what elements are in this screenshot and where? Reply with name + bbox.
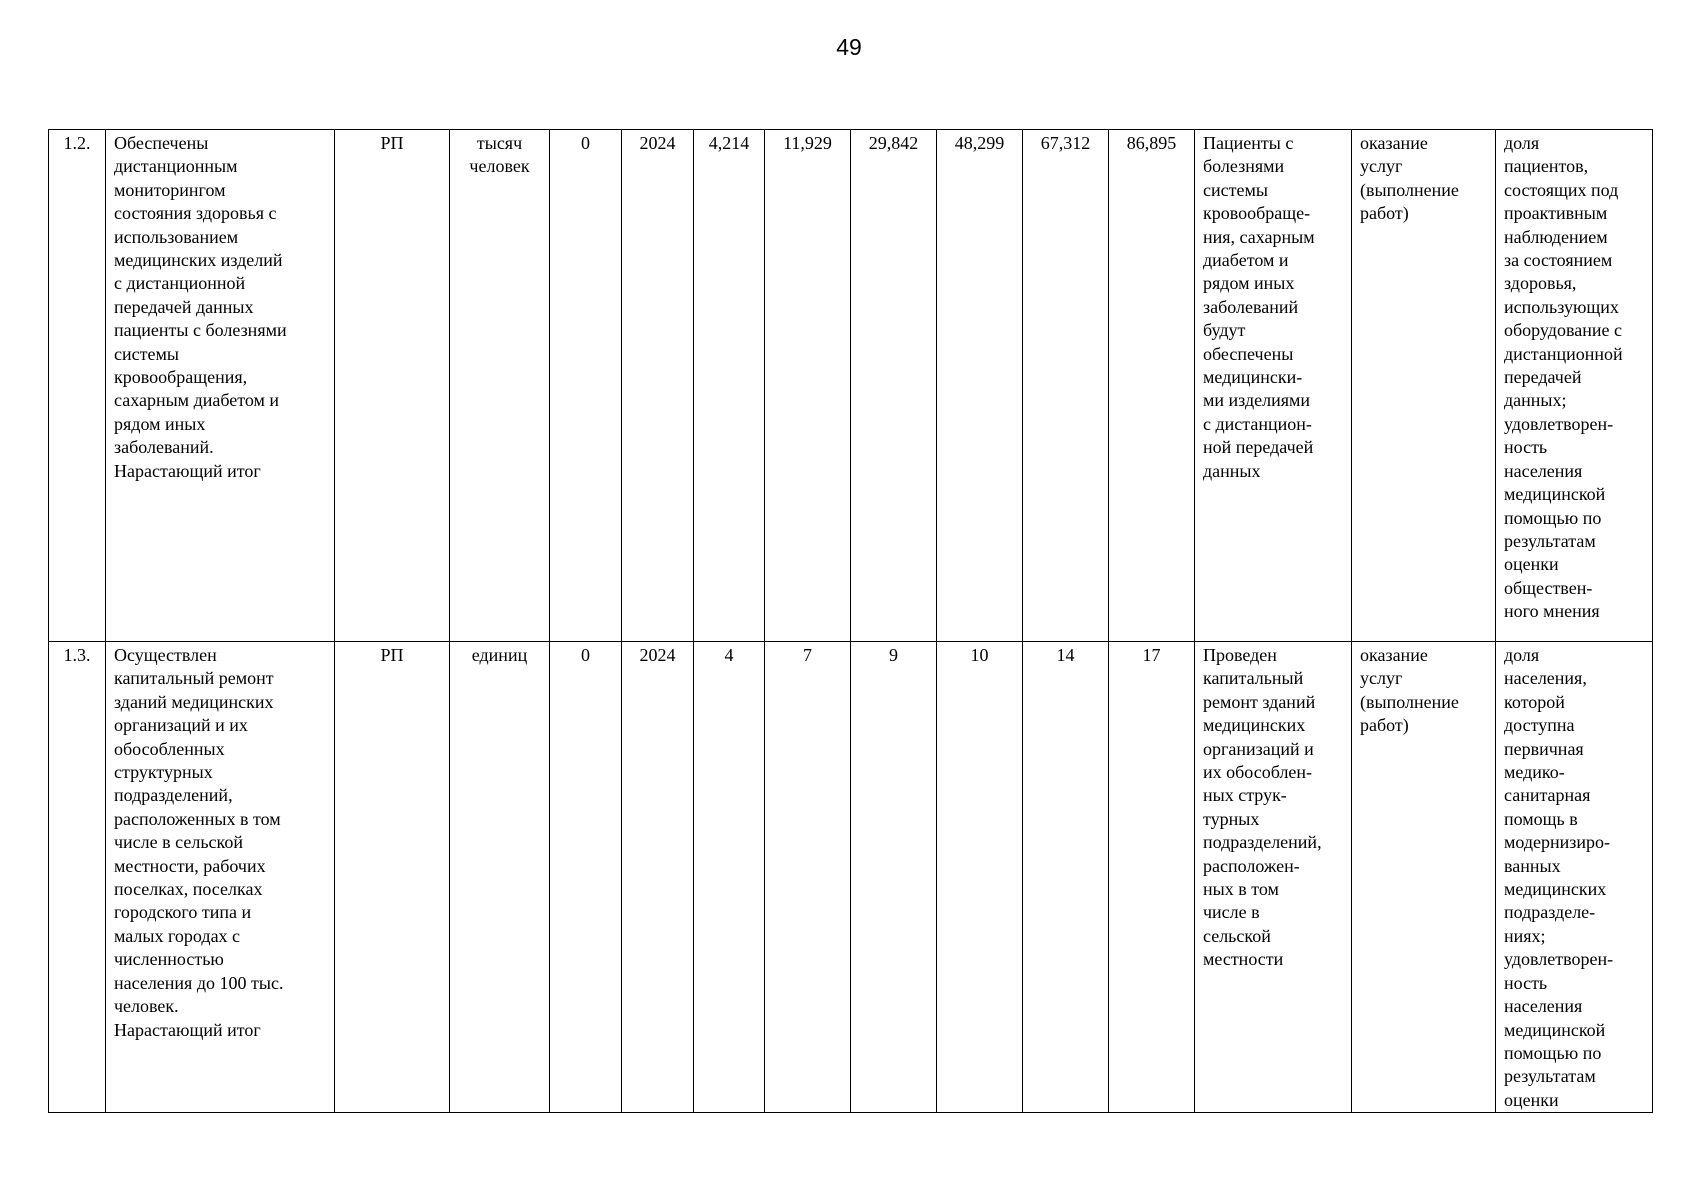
page-number: 49 bbox=[836, 34, 862, 60]
table-row bbox=[49, 642, 1653, 1113]
year-value: 9 bbox=[851, 642, 937, 1113]
year-value: 86,895 bbox=[1109, 130, 1195, 642]
base-value: 0 bbox=[550, 130, 622, 642]
year-value: 67,312 bbox=[1023, 130, 1109, 642]
year-value: 29,842 bbox=[851, 130, 937, 642]
table-row bbox=[49, 130, 1653, 642]
year-value: 4,214 bbox=[694, 130, 765, 642]
result-description: Пациенты с болезнями системы кровообраще- ния, сахарным диабетом и рядом иных заболеваний будут обеспечены медицински- ми изделиями с дистанцион- ной передачей данных bbox=[1195, 130, 1352, 642]
indicators-table bbox=[48, 129, 1653, 1113]
base-year: 2024 bbox=[622, 642, 694, 1113]
year-value: 7 bbox=[765, 642, 851, 1113]
base-value: 0 bbox=[550, 642, 622, 1113]
linked-indicators: доля пациентов, состоящих под проактивным наблюдением за состоянием здоровья, использующих оборудование с дистанционной передачей данных; удовлетворен- ность населения медицинской помощью по результатам оценки обществен- ного мнения bbox=[1496, 130, 1653, 642]
result-kind: оказание услуг (выполнение работ) bbox=[1352, 130, 1496, 642]
year-value: 4 bbox=[694, 642, 765, 1113]
result-kind: оказание услуг (выполнение работ) bbox=[1352, 642, 1496, 1113]
unit-of-measure: единиц bbox=[450, 642, 550, 1113]
row-number: 1.2. bbox=[49, 130, 106, 642]
unit-of-measure: тысяч человек bbox=[450, 130, 550, 642]
year-value: 11,929 bbox=[765, 130, 851, 642]
result-name: Осуществлен капитальный ремонт зданий медицинских организаций и их обособленных структурных подразделений, расположенных в том числе в сельской местности, рабочих поселках, поселках городского типа и малых городах с численностью населения до 100 тыс. человек. Нарастающий итог bbox=[106, 642, 335, 1113]
linked-indicators: доля населения, которой доступна первичная медико- санитарная помощь в модернизиро- ванных медицинских подразделе- ниях; удовлетворен- ность населения медицинской помощью по результатам оценки bbox=[1496, 642, 1653, 1113]
year-value: 48,299 bbox=[937, 130, 1023, 642]
result-name: Обеспечены дистанционным мониторингом состояния здоровья с использованием медицинских изделий с дистанционной передачей данных пациенты с болезнями системы кровообращения, сахарным диабетом и рядом иных заболеваний. Нарастающий итог bbox=[106, 130, 335, 642]
result-type: РП bbox=[335, 130, 450, 642]
year-value: 14 bbox=[1023, 642, 1109, 1113]
row-number: 1.3. bbox=[49, 642, 106, 1113]
year-value: 10 bbox=[937, 642, 1023, 1113]
result-description: Проведен капитальный ремонт зданий медицинских организаций и их обособлен- ных струк- турных подразделений, расположен- ных в том числе в сельской местности bbox=[1195, 642, 1352, 1113]
result-type: РП bbox=[335, 642, 450, 1113]
year-value: 17 bbox=[1109, 642, 1195, 1113]
base-year: 2024 bbox=[622, 130, 694, 642]
